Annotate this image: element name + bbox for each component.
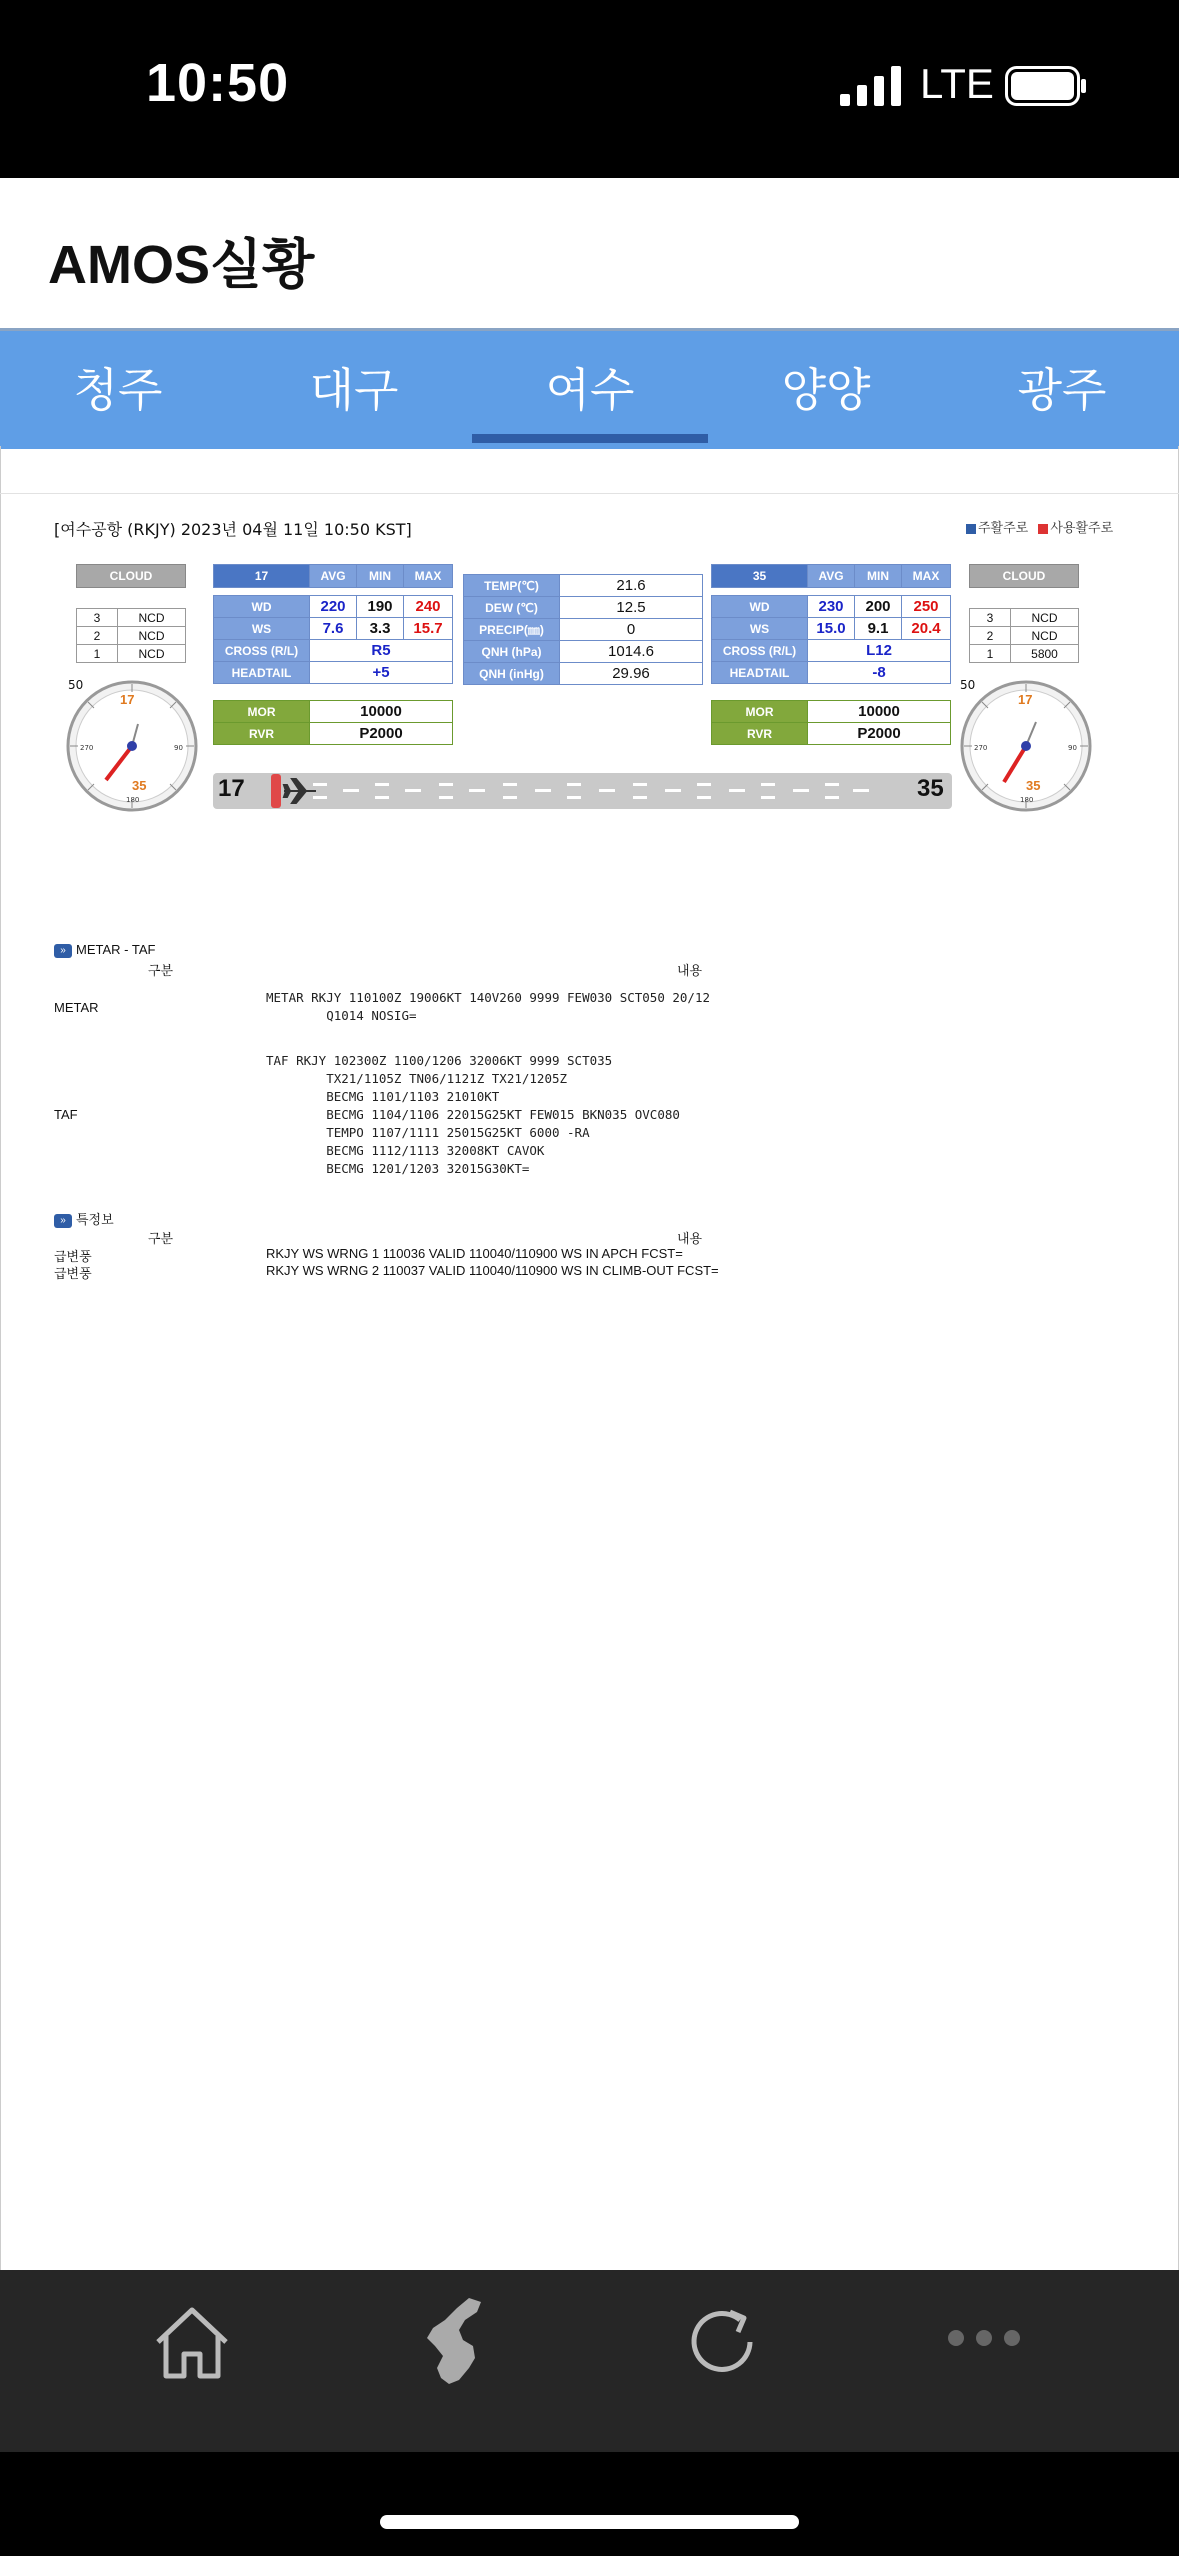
- wind-compass-left: [62, 674, 202, 814]
- double-chevron-icon: »: [54, 944, 72, 958]
- cloud-layer-num: 2: [77, 627, 118, 645]
- wd-avg: 230: [808, 596, 855, 618]
- compass-scale-right: 50: [960, 678, 976, 692]
- ws-avg: 7.6: [310, 618, 357, 640]
- tab-yeosu[interactable]: 여수: [545, 364, 635, 416]
- runway-right-number: 35: [917, 775, 944, 802]
- ws-max: 20.4: [902, 618, 951, 640]
- runway-strip: [213, 773, 952, 809]
- tab-gwangju[interactable]: 광주: [1017, 364, 1107, 416]
- compass-top-label: 17: [1018, 692, 1033, 707]
- double-chevron-icon: »: [54, 1214, 72, 1228]
- compass-south-label: 180: [126, 796, 140, 804]
- headtail-label: HEADTAIL: [214, 662, 310, 684]
- headtail-label: HEADTAIL: [712, 662, 808, 684]
- tab-daegu[interactable]: 대구: [309, 364, 399, 416]
- rvr-label: RVR: [214, 723, 310, 745]
- rvr-value: P2000: [808, 723, 951, 745]
- ws-min: 3.3: [357, 618, 404, 640]
- ws-label: WS: [214, 618, 310, 640]
- warning-type: 급변풍: [54, 1249, 92, 1264]
- cloud-header: CLOUD: [970, 565, 1079, 588]
- cloud-layer-value: NCD: [118, 645, 186, 663]
- crosswind-value: L12: [808, 640, 951, 662]
- cloud-layer-value: NCD: [118, 627, 186, 645]
- crosswind-value: R5: [310, 640, 453, 662]
- compass-bottom-label: 35: [1026, 778, 1041, 793]
- warning-section: [54, 1209, 114, 1228]
- compass-scale-left: 50: [68, 678, 84, 692]
- touchdown-marker: [271, 774, 281, 808]
- ws-avg: 15.0: [808, 618, 855, 640]
- signal-icon: [840, 66, 902, 106]
- col-max: MAX: [902, 565, 951, 588]
- taf-text: TAF RKJY 102300Z 1100/1206 32006KT 9999 SCT035 TX21/1105Z TN06/1121Z TX21/1205Z BECMG 1101/1103 21010KT BECMG 1104/1106 22015G25KT FEW015 BKN035 OVC080 TEMPO 1107/1111 25015G25KT 6000 -RA BECMG 1112/1113 32008KT CAVOK BECMG 1201/1203 32015G30KT=: [266, 1053, 680, 1176]
- metar-taf-section: [54, 942, 155, 958]
- col-max: MAX: [404, 565, 453, 588]
- home-icon[interactable]: [152, 2302, 232, 2382]
- visibility-table-17: [213, 700, 453, 745]
- mor-value: 10000: [808, 701, 951, 723]
- legend-main-runway: 주활주로: [978, 521, 1029, 536]
- warning-text: RKJY WS WRNG 2 110037 VALID 110040/110900 WS IN CLIMB-OUT FCST=: [266, 1263, 719, 1278]
- precip-value: 0: [560, 619, 703, 641]
- home-indicator-area: [0, 2452, 1179, 2556]
- wind-compass-right: [956, 674, 1096, 814]
- tab-bar: [0, 328, 1179, 449]
- wd-min: 190: [357, 596, 404, 618]
- warning-text: RKJY WS WRNG 1 110036 VALID 110040/110900 WS IN APCH FCST=: [266, 1246, 683, 1261]
- wd-label: WD: [214, 596, 310, 618]
- more-icon[interactable]: [944, 2328, 1024, 2348]
- col-min: MIN: [855, 565, 902, 588]
- compass-east-label: 90: [1068, 744, 1077, 752]
- status-time: 10:50: [146, 53, 290, 113]
- cloud-layer-value: NCD: [1011, 609, 1079, 627]
- runway-table-17: [213, 564, 453, 684]
- crosswind-label: CROSS (R/L): [214, 640, 310, 662]
- wd-min: 200: [855, 596, 902, 618]
- warning-type: 급변풍: [54, 1266, 92, 1281]
- tab-cheongju[interactable]: 청주: [73, 364, 163, 416]
- cloud-layer-num: 3: [970, 609, 1011, 627]
- mor-label: MOR: [214, 701, 310, 723]
- col-min: MIN: [357, 565, 404, 588]
- runway-table-35: [711, 564, 951, 684]
- runway-left-number: 17: [218, 775, 245, 802]
- warning-heading: 특정보: [76, 1212, 114, 1227]
- cloud-layer-value: NCD: [1011, 627, 1079, 645]
- cloud-layer-value: 5800: [1011, 645, 1079, 663]
- runway-id: 17: [214, 565, 310, 588]
- cloud-layer-num: 1: [77, 645, 118, 663]
- rvr-value: P2000: [310, 723, 453, 745]
- precip-label: PRECIP(㎜): [464, 619, 560, 641]
- airport-title: [여수공항 (RKJY) 2023년 04월 11일 10:50 KST]: [54, 520, 412, 539]
- main-runway-swatch: [966, 524, 976, 534]
- col-avg: AVG: [310, 565, 357, 588]
- metar-taf-heading: METAR - TAF: [76, 942, 156, 957]
- cloud-layers-right: [969, 608, 1079, 663]
- qnh-inhg-value: 29.96: [560, 663, 703, 685]
- active-tab-indicator: [472, 434, 708, 443]
- temp-label: TEMP(℃): [464, 575, 560, 597]
- mor-value: 10000: [310, 701, 453, 723]
- compass-bottom-label: 35: [132, 778, 147, 793]
- bottom-nav: [0, 2270, 1179, 2452]
- tab-yangyang[interactable]: 양양: [781, 364, 871, 416]
- qnh-hpa-label: QNH (hPa): [464, 641, 560, 663]
- visibility-table-35: [711, 700, 951, 745]
- cloud-layer-num: 2: [970, 627, 1011, 645]
- compass-east-label: 90: [174, 744, 183, 752]
- ws-max: 15.7: [404, 618, 453, 640]
- headtail-value: -8: [808, 662, 951, 684]
- compass-south-label: 180: [1020, 796, 1034, 804]
- active-runway-swatch: [1038, 524, 1048, 534]
- rvr-label: RVR: [712, 723, 808, 745]
- compass-west-label: 270: [80, 744, 94, 752]
- cloud-layer-num: 1: [970, 645, 1011, 663]
- ws-label: WS: [712, 618, 808, 640]
- cloud-layer-value: NCD: [118, 609, 186, 627]
- compass-west-label: 270: [974, 744, 988, 752]
- taf-label: TAF: [54, 1107, 78, 1122]
- cloud-table-right: [969, 564, 1079, 588]
- qnh-inhg-label: QNH (inHg): [464, 663, 560, 685]
- home-indicator[interactable]: [380, 2515, 799, 2529]
- col-category: 구분: [148, 963, 174, 978]
- wd-label: WD: [712, 596, 808, 618]
- network-type: LTE: [920, 60, 994, 107]
- divider: [0, 493, 1179, 494]
- battery-icon: [1005, 66, 1087, 106]
- cloud-layers-left: [76, 608, 186, 663]
- runway-legend: [966, 517, 1113, 536]
- temp-value: 21.6: [560, 575, 703, 597]
- met-table: [463, 574, 703, 685]
- refresh-icon[interactable]: [682, 2302, 762, 2382]
- wd-avg: 220: [310, 596, 357, 618]
- metar-text: METAR RKJY 110100Z 19006KT 140V260 9999 FEW030 SCT050 20/12 Q1014 NOSIG=: [266, 990, 711, 1023]
- korea-map-icon[interactable]: [415, 2294, 495, 2390]
- airplane-icon: [282, 776, 318, 806]
- wd-max: 250: [902, 596, 951, 618]
- dew-value: 12.5: [560, 597, 703, 619]
- ws-min: 9.1: [855, 618, 902, 640]
- headtail-value: +5: [310, 662, 453, 684]
- compass-top-label: 17: [120, 692, 135, 707]
- cloud-table-left: [76, 564, 186, 588]
- legend-active-runway: 사용활주로: [1050, 521, 1114, 536]
- metar-label: METAR: [54, 1000, 99, 1015]
- cloud-header: CLOUD: [77, 565, 186, 588]
- col-content: 내용: [677, 963, 703, 978]
- col-category: 구분: [148, 1231, 174, 1246]
- dew-label: DEW (℃): [464, 597, 560, 619]
- crosswind-label: CROSS (R/L): [712, 640, 808, 662]
- runway-id: 35: [712, 565, 808, 588]
- mor-label: MOR: [712, 701, 808, 723]
- col-avg: AVG: [808, 565, 855, 588]
- page-title: AMOS실황: [48, 235, 315, 295]
- wd-max: 240: [404, 596, 453, 618]
- cloud-layer-num: 3: [77, 609, 118, 627]
- qnh-hpa-value: 1014.6: [560, 641, 703, 663]
- col-content: 내용: [677, 1231, 703, 1246]
